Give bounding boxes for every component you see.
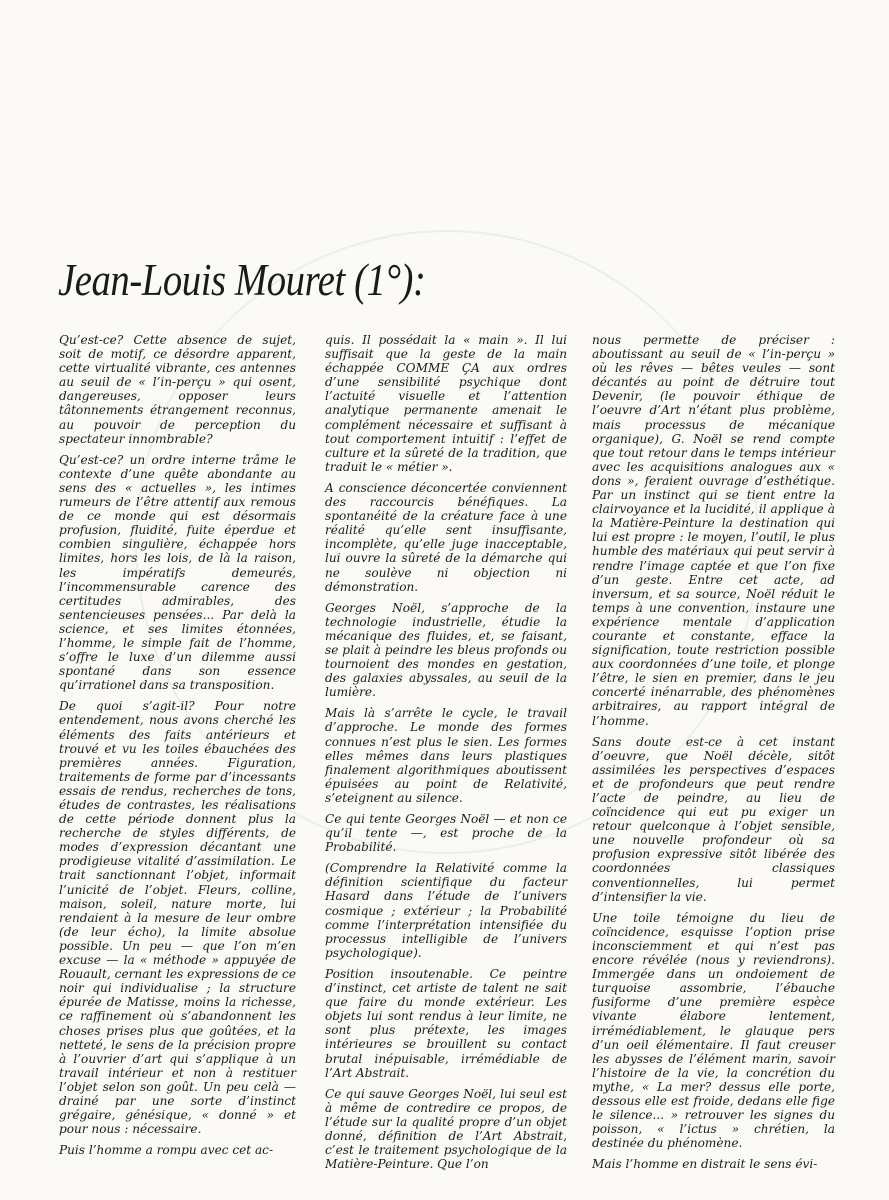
paragraph: Une toile témoigne du lieu de coïncidence, esquisse l’option prise inconsciemment et qui n’est pas encore révélée (nous y reviendrons). Immergée dans un ondoiement de turquoise assombrie, l’ébauche fusiforme d’une première espèce vivante élabore lentement, irrémédiablement, le glauque pers d’un oeil élémentaire. Il faut creuser les abysses de l’élément marin, savoir l’histoire de la vie, la concrétion du mythe, « La mer? dessus elle porte, dessous elle est froide, dedans elle fige le silence... » retrouver les signes du poisson, « l’ictus » chrétien, la destinée du phénomène. [592, 910, 835, 1151]
paragraph: A conscience déconcertée conviennent des raccourcis bénéfiques. La spontanéité de la créature face à une réalité qu’elle sent insuffisante, incomplète, qu’elle juge inacceptable, lui ouvre la sûreté de la démarche qui ne soulève ni objection ni démonstration. [325, 480, 567, 594]
text-column-1 [59, 333, 296, 1164]
paragraph: Georges Noël, s’approche de la technologie industrielle, étudie la mécanique des fluides, et, se faisant, se plait à peindre les bleus profonds ou tournoient des mondes en gestation, des galaxies abyssales, au seuil de la lumière. [325, 600, 567, 700]
paragraph: Mais l’homme en distrait le sens évi- [592, 1157, 818, 1172]
article-title: Jean-Louis Mouret (1°): [58, 255, 426, 305]
text-column-3 [592, 333, 835, 1178]
text-column-2 [325, 333, 567, 1178]
paragraph: quis. Il possédait la « main ». Il lui suffisait que la geste de la main échappée COMME ÇA aux ordres d’une sensibilité psychique dont l’actuité visuelle et l’attention analytique permanente amenait le complément nécessaire et suffisant à tout comportement intuitif : l’effet de culture et la sûreté de la tradition, que traduit le « métier ». [325, 333, 567, 474]
paragraph: Ce qui sauve Georges Noël, lui seul est à même de contredire ce propos, de l’étude sur la qualité propre d’un objet donné, définition de l’Art Abstrait, c’est le traitement psychologique de la Matière-Peinture. Que l’on [325, 1086, 567, 1172]
paragraph: De quoi s’agit-il? Pour notre entendement, nous avons cherché les éléments des faits antérieurs et trouvé et vu les toiles ébauchées des premières années. Figuration, traitements de forme par d’incessants essais de rendus, recherches de tons, études de contrastes, les réalisations de cette période donnent plus la recherche de styles différents, de modes d’expression décantant une prodigieuse vitalité d’assimilation. Le trait sanctionnant l’objet, informait l’unicité de l’objet. Fleurs, colline, maison, soleil, nature morte, lui rendaient à la mesure de leur ombre (de leur écho), la limite absolue possible. Un peu — que l’on m’en excuse — la « méthode » appuyée de Rouault, cernant les expressions de ce noir qui individualise ; la structure épurée de Matisse, moins la richesse, ce raffinement où s’abandonnent les choses prises plus que goûtées, et la netteté, le sens de la précision propre à l’ouvrier d’art qui s’applique à un travail intérieur et non à restituer l’objet selon son goût. Un peu celà — drainé par une sorte d’instinct grégaire, génésique, « donné » et pour nous : nécessaire. [59, 699, 296, 1137]
paragraph: Position insoutenable. Ce peintre d’instinct, cet artiste de talent ne sait que faire du monde extérieur. Les objets lui sont rendus à leur limite, ne sont plus prétexte, les images intérieures se brouillent su contact brutal inépuisable, irrémédiable de l’Art Abstrait. [325, 966, 567, 1080]
paragraph: Sans doute est-ce à cet instant d’oeuvre, que Noël décèle, sitôt assimilées les perspectives d’espaces et de profondeurs que peut rendre l’acte de peindre, au lieu de coïncidence qui eut pu exiger un retour quelconque à l’objet sensible, une nouvelle profondeur où sa profusion expressive sitôt libérée des coordonnées classiques conventionnelles, lui permet d’intensifier la vie. [592, 734, 835, 904]
paragraph: Ce qui tente Georges Noël — et non ce qu’il tente —, est proche de la Probabilité. [325, 812, 567, 855]
paragraph: Qu’est-ce? un ordre interne trâme le contexte d’une quête abondante au sens des « actuelles », les intimes rumeurs de l’être attentif aux remous de ce monde qui est désormais profusion, fluidité, fuite éperdue et combien singulière, échappée hors limites, hors les lois, de là la raison, les impératifs demeurés, l’incommensurable carence des certitudes admirables, des sentencieuses pensées... Par delà la science, et ses limites étonnées, l’homme, le simple fait de l’homme, s’offre le luxe d’un dilemme aussi spontané dans son essence qu’irrationel dans sa transposition. [59, 452, 296, 693]
paragraph: nous permette de préciser : aboutissant au seuil de « l’in-perçu » où les rêves — bêtes veules — sont décantés au point de détruire tout Devenir, (le pouvoir éthique de l’oeuvre d’Art n’étant plus problème, mais processus de mécanique organique), G. Noël se rend compte que tout retour dans le temps intérieur avec les acquisitions analogues aux « dons », feraient ouvrage d’esthétique. Par un instinct qui se tient entre la clairvoyance et la lucidité, il applique à la Matière-Peinture la destination qui lui est propre : le moyen, l’outil, le plus humble des matériaux qui peut servir à rendre l’image captée et que l’on fixe d’un geste. Entre cet acte, ad inversum, et sa source, Noël réduit le temps à une convention, instaure une expérience mentale d’application courante et constante, efface la signification, toute restriction possible aux coordonnées d’une toile, et plonge l’être, le sien en premier, dans le jeu concerté inénarrable, des phénomènes arbitraires, au rapport intégral de l’homme. [592, 333, 835, 728]
paragraph: Mais là s’arrête le cycle, le travail d’approche. Le monde des formes connues n’est plus le sien. Les formes elles mêmes dans leurs plastiques finalement algorithmiques aboutissent épuisées au point de Relativité, s’eteignent au silence. [325, 706, 567, 805]
paragraph: Qu’est-ce? Cette absence de sujet, soit de motif, ce désordre apparent, cette virtualité vibrante, ces antennes au seuil de « l’in-perçu » qui osent, dangereuses, opposer leurs tâtonnements étrangement reconnus, au pouvoir de perception du spectateur innombrable? [59, 333, 296, 446]
paragraph: (Comprendre la Relativité comme la définition scientifique du facteur Hasard dans l’étude de l’univers cosmique ; extérieur ; la Probabilité comme l’interprétation intensifiée du processus intelligible de l’univers psychologique). [325, 861, 567, 960]
paragraph: Puis l’homme a rompu avec cet ac- [59, 1143, 274, 1158]
